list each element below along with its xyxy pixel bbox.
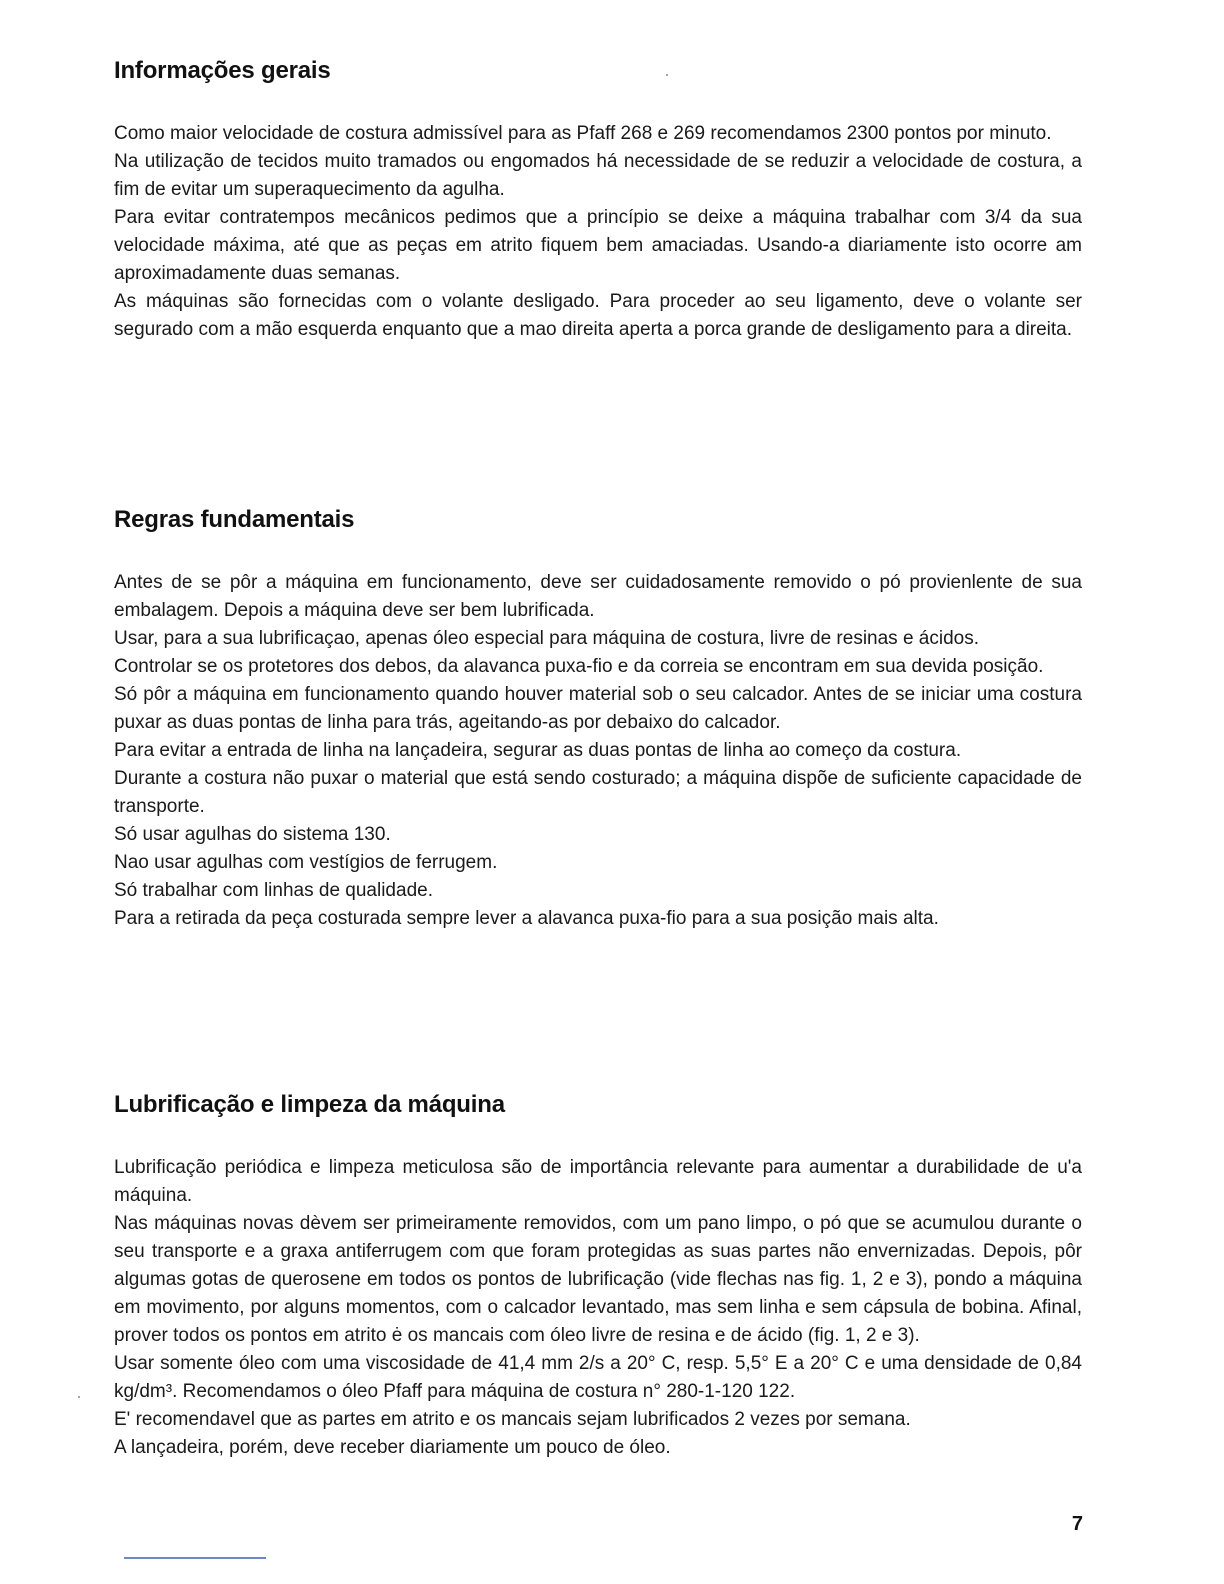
section-title: Informações gerais: [114, 57, 331, 84]
scan-speck: [666, 74, 668, 76]
paragraph: Só usar agulhas do sistema 130.: [114, 824, 391, 845]
paragraph: Usar, para a sua lubrificaçao, apenas óleo especial para máquina de costura, livre de resinas e ácidos.: [114, 628, 980, 649]
paragraph: Nao usar agulhas com vestígios de ferrugem.: [114, 852, 498, 873]
paragraph: Antes de se pôr a máquina em funcionamento, deve ser cuidadosamente removido o pó provienlente de sua embalagem. Depois a máquina deve ser bem lubrificada.: [114, 572, 1082, 621]
section-informacoes-gerais: [114, 56, 1082, 344]
paragraph: Controlar se os protetores dos debos, da alavanca puxa-fio e da correia se encontram em sua devida posição.: [114, 656, 1044, 677]
section-regras-fundamentais: [114, 505, 1082, 933]
paragraph: Para evitar a entrada de linha na lançadeira, segurar as duas pontas de linha ao começo da costura.: [114, 740, 962, 761]
section-body: [114, 1154, 1082, 1462]
paragraph: Só trabalhar com linhas de qualidade.: [114, 880, 433, 901]
paragraph: Na utilização de tecidos muito tramados ou engomados há necessidade de se reduzir a velocidade de costura, a fim de evitar um superaquecimento da agulha.: [114, 151, 1082, 200]
page-number: 7: [1071, 1513, 1083, 1535]
paragraph: Durante a costura não puxar o material que está sendo costurado; a máquina dispõe de suficiente capacidade de transporte.: [114, 768, 1082, 817]
scan-speck: [78, 1396, 80, 1398]
section-lubrificacao-limpeza: [114, 1090, 1082, 1462]
paragraph: As máquinas são fornecidas com o volante desligado. Para proceder ao seu ligamento, deve o volante ser segurado com a mão esquerda enquanto que a mao direita aperta a porca grande de desligamento para a direita.: [114, 291, 1082, 340]
paragraph: Só pôr a máquina em funcionamento quando houver material sob o seu calcador. Antes de se iniciar uma costura puxar as duas pontas de linha para trás, ageitando-as por debaixo do calcador.: [114, 684, 1082, 733]
paragraph: Lubrificação periódica e limpeza meticulosa são de importância relevante para aumentar a durabilidade de u'a máquina.: [114, 1157, 1082, 1206]
footer-rule: [124, 1557, 266, 1559]
paragraph: Como maior velocidade de costura admissível para as Pfaff 268 e 269 recomendamos 2300 pontos por minuto.: [114, 123, 1052, 144]
section-title: Lubrificação e limpeza da máquina: [114, 1091, 505, 1118]
paragraph: A lançadeira, porém, deve receber diariamente um pouco de óleo.: [114, 1437, 671, 1458]
paragraph: Nas máquinas novas dèvem ser primeiramente removidos, com um pano limpo, o pó que se acumulou durante o seu transporte e a graxa antiferrugem com que foram protegidas as suas partes não envernizadas. Depois, pôr algumas gotas de querosene em todos os pontos de lubrificação (vide flechas nas fig. 1, 2 e 3), pondo a máquina em movimento, por alguns momentos, com o calcador levantado, mas sem linha e sem cápsula de bobina. Afinal, prover todos os pontos em atrito ė os mancais com óleo livre de resina e de ácido (fig. 1, 2 e 3).: [114, 1213, 1082, 1346]
paragraph: Usar somente óleo com uma viscosidade de 41,4 mm 2/s a 20° C, resp. 5,5° E a 20° C e uma densidade de 0,84 kg/dm³. Recomendamos o óleo Pfaff para máquina de costura n° 280-1-120 122.: [114, 1353, 1082, 1402]
section-body: [114, 120, 1082, 344]
paragraph: E' recomendavel que as partes em atrito e os mancais sejam lubrificados 2 vezes por semana.: [114, 1409, 911, 1430]
section-title: Regras fundamentais: [114, 506, 355, 533]
paragraph: Para evitar contratempos mecânicos pedimos que a princípio se deixe a máquina trabalhar com 3/4 da sua velocidade máxima, até que as peças em atrito fiquem bem amaciadas. Usando-a diariamente isto ocorre am aproximadamente duas semanas.: [114, 207, 1082, 284]
section-body: [114, 569, 1082, 933]
paragraph: Para a retirada da peça costurada sempre lever a alavanca puxa-fio para a sua posição mais alta.: [114, 908, 939, 929]
